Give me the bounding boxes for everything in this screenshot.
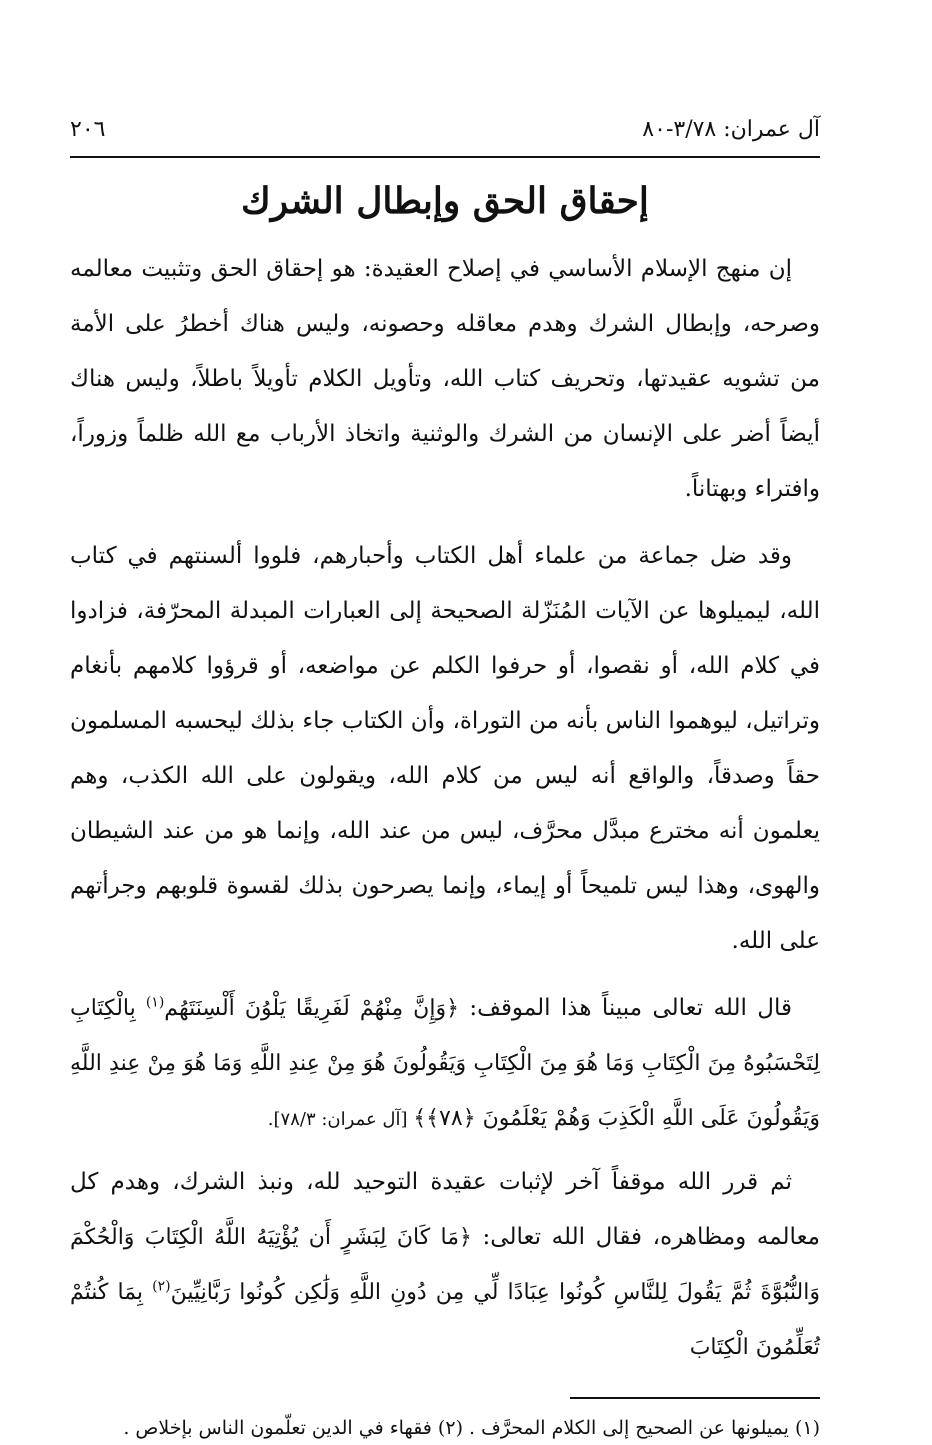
- footnotes: (١) يميلونها عن الصحيح إلى الكلام المحرَّف . (٢) فقهاء في الدين تعلّمون الناس بإخلاص .: [123, 1417, 820, 1439]
- footnote-marker-1: (١): [145, 994, 165, 1011]
- verse-78-part-a: ﴿وَإِنَّ مِنْهُمْ لَفَرِيقًا يَلْوُنَ أَلْسِنَتَهُم: [164, 996, 459, 1021]
- running-header: [70, 110, 820, 150]
- paragraph-3-intro: قال الله تعالى مبيناً هذا الموقف:: [458, 995, 792, 1021]
- paragraph-2: وقد ضل جماعة من علماء أهل الكتاب وأحبارهم، فلووا ألسنتهم في كتاب الله، ليميلوها عن الآيات المُنَزّلة الصحيحة إلى العبارات المبدلة المحرّفة، فزادوا في كلام الله، أو نقصوا، أو حرفوا الكلم عن مواضعه، أو قرؤوا كلامهم بأنغام وتراتيل، ليوهموا الناس بأنه من التوراة، وأن الكتاب جاء بذلك ليحسبه المسلمون حقاً وصدقاً، والواقع أنه ليس من كلام الله، ويقولون على الله الكذب، وهم يعلمون أنه مخترع مبدَّل محرَّف، ليس من عند الله، وإنما هو من عند الشيطان والهوى، وهذا ليس تلميحاً أو إيماء، وإنما يصرحون بذلك لقسوة قلوبهم وجرأتهم على الله.: [70, 543, 820, 954]
- surah-reference: آل عمران: ٣/٧٨-٨٠: [642, 117, 820, 142]
- footnote-rule: [570, 1397, 820, 1399]
- verse-78-part-b: بِالْكِتَابِ لِتَحْسَبُوهُ مِنَ الْكِتَابِ وَمَا هُوَ مِنَ الْكِتَابِ وَيَقُولُونَ هُوَ مِنْ عِندِ اللَّهِ وَمَا هُوَ مِنْ عِندِ اللَّهِ وَيَقُولُونَ عَلَى اللَّهِ الْكَذِبَ وَهُمْ يَعْلَمُونَ ﴿٧٨﴾﴾: [70, 996, 820, 1131]
- verse-79-part-a: ﴿مَا كَانَ لِبَشَرٍ أَن يُؤْتِيَهُ اللَّهُ الْكِتَابَ وَالْحُكْمَ وَالنُّبُوَّةَ ثُمَّ يَقُولَ لِلنَّاسِ كُونُوا عِبَادًا لِّي مِن دُونِ اللَّهِ وَلَٰكِن كُونُوا رَبَّانِيِّينَ: [70, 1225, 820, 1305]
- header-rule: [70, 156, 820, 158]
- page-number: ٢٠٦: [70, 117, 106, 142]
- paragraph-1: إن منهج الإسلام الأساسي في إصلاح العقيدة: هو إحقاق الحق وتثبيت معالمه وصرحه، وإبطال الشرك وهدم معاقله وحصونه، وليس هناك أخطرُ على الأمة من تشويه عقيدتها، وتحريف كتاب الله، وتأويل الكلام تأويلاً باطلاً، وليس هناك أيضاً أضر على الإنسان من الشرك والوثنية واتخاذ الأرباب مع الله ظلماً وزوراً، وافتراء وبهتاناً.: [70, 256, 820, 502]
- paragraph-3: [70, 981, 820, 1147]
- paragraph-4: [70, 1155, 820, 1375]
- book-page: [70, 110, 820, 1445]
- verse-79-part-b: بِمَا كُنتُمْ تُعَلِّمُونَ الْكِتَابَ: [70, 1280, 820, 1360]
- footnote-marker-2: (٢): [152, 1278, 171, 1295]
- paragraph-4-intro: ثم قرر الله موقفاً آخر لإثبات عقيدة التوحيد لله، ونبذ الشرك، وهدم كل معالمه ومظاهره، فقال الله تعالى:: [70, 1169, 820, 1250]
- section-title: إحقاق الحق وإبطال الشرك: [241, 180, 649, 222]
- verse-78-reference: [آل عمران: ٧٨/٣].: [267, 1109, 414, 1130]
